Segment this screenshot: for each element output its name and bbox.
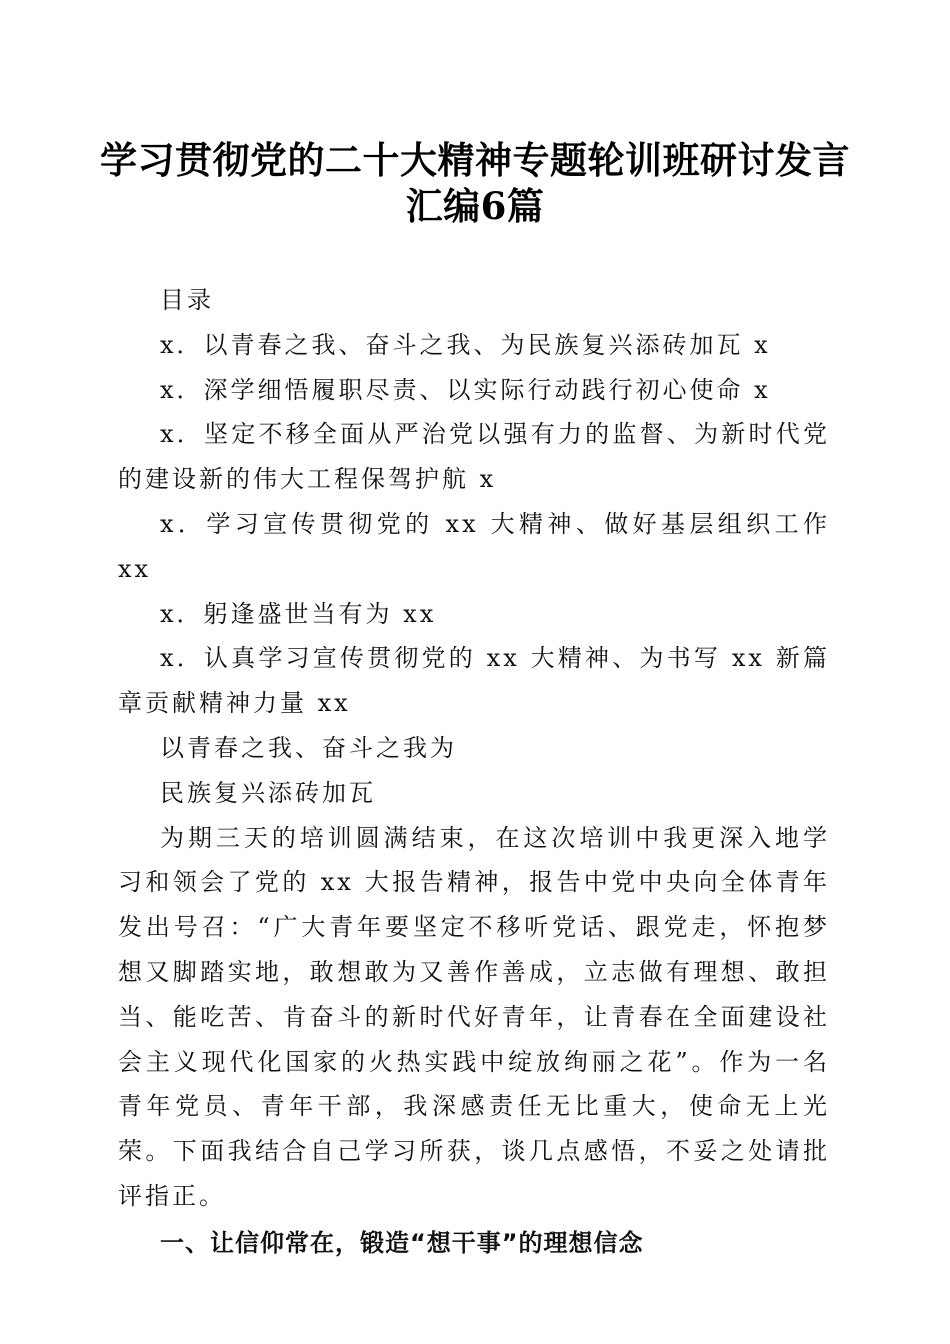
document-title-line-1: 学习贯彻党的二十大精神专题轮训班研讨发言 [100, 138, 850, 182]
toc-item: x．认真学习宣传贯彻党的 xx 大精神、为书写 xx 新篇章贡献精神力量 xx [118, 644, 830, 718]
body-paragraph: 为期三天的培训圆满结束，在这次培训中我更深入地学习和领会了党的 xx 大报告精神，报告中党中央向全体青年发出号召：“广大青年要坚定不移听党话、跟党走，怀抱梦想又脚踏实地，敢想敢为又善作善成，立志做有理想、敢担当、能吃苦、肯奋斗的新时代好青年，让青春在全面建设社会主义现代化国家的火热实践中绽放绚丽之花”。作为一名青年党员、青年干部，我深感责任无比重大，使命无上光荣。下面我结合自己学习所获，谈几点感悟，不妥之处请批评指正。 [118, 823, 830, 1210]
toc-item: x．躬逢盛世当有为 xx [160, 599, 437, 628]
toc-item: x．学习宣传贯彻党的 xx 大精神、做好基层组织工作 xx [118, 509, 830, 583]
toc-item: x．坚定不移全面从严治党以强有力的监督、为新时代党的建设新的伟大工程保驾护航 x [118, 420, 830, 494]
document-body [118, 278, 830, 1266]
document-title-line-2: 汇编6篇 [405, 184, 545, 228]
toc-item: x．以青春之我、奋斗之我、为民族复兴添砖加瓦 x [160, 330, 771, 359]
article-title-line-2: 民族复兴添砖加瓦 [160, 778, 376, 807]
toc-label: 目录 [160, 286, 214, 314]
article-title-line-1: 以青春之我、奋斗之我为 [160, 733, 457, 762]
toc-item: x．深学细悟履职尽责、以实际行动践行初心使命 x [160, 375, 771, 404]
section-heading: 一、让信仰常在，锻造“想干事”的理想信念 [160, 1228, 644, 1257]
